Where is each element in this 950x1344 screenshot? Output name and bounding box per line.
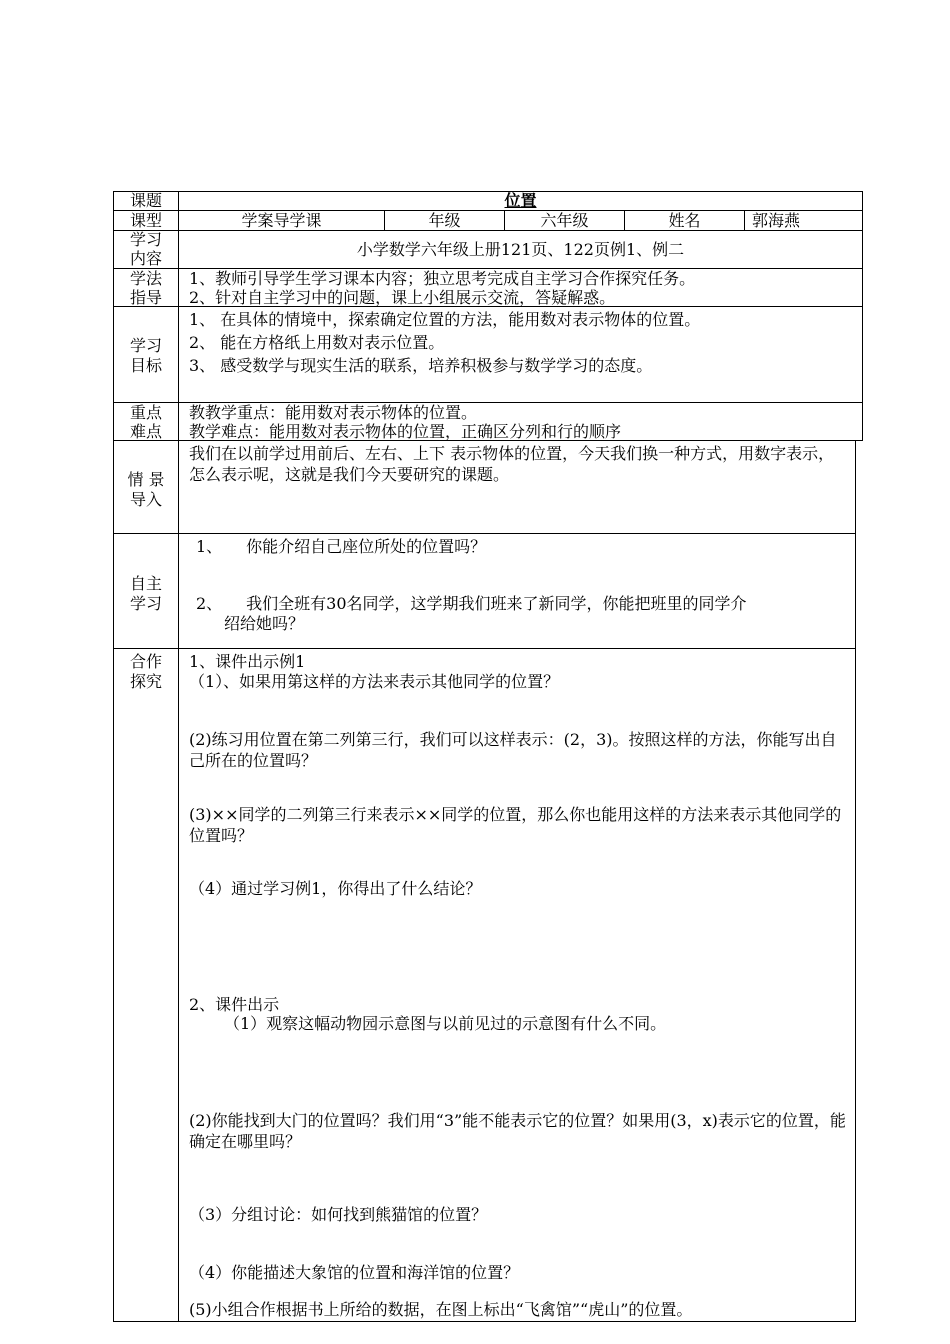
coop-part2-q5: (5)小组合作根据书上所给的数据，在图上标出“飞禽馆”“虎山”的位置。	[189, 1300, 693, 1319]
coop-label-2: 探究	[129, 672, 162, 691]
key-line-2: 教学难点：能用数对表示物体的位置，正确区分列和行的顺序	[189, 422, 622, 441]
method-line-1: 1、教师引导学生学习课本内容；独立思考完成自主学习合作探究任务。	[189, 269, 696, 288]
goals-label-1: 学习	[129, 336, 162, 355]
self-study-q2-line-2: 绍给她吗？	[224, 614, 305, 633]
grade-value: 六年级	[540, 211, 589, 230]
key-label-2: 难点	[129, 422, 162, 441]
coop-part1-q4: （4）通过学习例1，你得出了什么结论？	[189, 879, 482, 898]
method-label-2: 指导	[129, 288, 162, 307]
key-line-1: 教教学重点：能用数对表示物体的位置。	[189, 403, 478, 422]
intro-label-1: 情 景	[127, 470, 165, 489]
type-value: 学案导学课	[241, 211, 322, 230]
self-study-q2-line-1: 2、 我们全班有30名同学，这学期我们班来了新同学，你能把班里的同学介	[196, 594, 747, 613]
rule-row-2	[113, 230, 862, 231]
content-text: 小学数学六年级上册121页、122页例1、例二	[356, 240, 685, 259]
intro-text: 我们在以前学过用前后、左右、上下 表示物体的位置，今天我们换一种方式，用数字表示，怎么表示呢，这就是我们今天要研究的课题。	[189, 444, 835, 484]
self-study-label-2: 学习	[129, 594, 162, 613]
rule-row-8	[113, 648, 855, 649]
type-label: 课型	[129, 211, 162, 230]
topic-label: 课题	[129, 191, 162, 210]
method-line-2: 2、针对自主学习中的问题，课上小组展示交流，答疑解惑。	[189, 288, 616, 307]
coop-part1-title: 1、课件出示例1	[189, 652, 306, 671]
rule-name-value	[744, 210, 745, 230]
coop-part2-q4: （4）你能描述大象馆的位置和海洋馆的位置？	[189, 1263, 520, 1282]
name-label: 姓名	[668, 211, 701, 230]
coop-part2-q1: （1）观察这幅动物园示意图与以前见过的示意图有什么不同。	[224, 1014, 667, 1033]
method-label-1: 学法	[129, 269, 162, 288]
grade-label: 年级	[428, 211, 461, 230]
coop-label-1: 合作	[129, 652, 162, 671]
rule-right-bottom	[855, 440, 856, 1322]
goals-line-1: 1、 在具体的情境中，探索确定位置的方法，能用数对表示物体的位置。	[189, 310, 701, 329]
coop-part1-q3: (3)××同学的二列第三行来表示××同学的位置，那么你也能用这样的方法来表示其他同学的位置吗？	[189, 805, 842, 845]
coop-part2-q3: （3）分组讨论：如何找到熊猫馆的位置？	[189, 1205, 488, 1224]
intro-label-2: 导入	[129, 490, 162, 509]
coop-part1-q2: (2)练习用位置在第二列第三行，我们可以这样表示：(2，3)。按照这样的方法，你能写出自己所在的位置吗？	[189, 730, 837, 770]
self-study-label-1: 自主	[129, 574, 162, 593]
goals-label-2: 目标	[129, 356, 162, 375]
content-label-1: 学习	[129, 230, 162, 249]
rule-row-7	[113, 533, 855, 534]
rule-bottom	[113, 1321, 855, 1322]
coop-part2-title: 2、课件出示	[189, 995, 280, 1014]
topic-value: 位置	[504, 191, 537, 210]
rule-right-top	[862, 191, 863, 441]
goals-line-2: 2、 能在方格纸上用数对表示位置。	[189, 333, 445, 352]
content-label-2: 内容	[129, 249, 162, 268]
name-value: 郭海燕	[752, 211, 801, 230]
self-study-q1: 1、 你能介绍自己座位所处的位置吗？	[196, 537, 487, 556]
coop-part1-q1: （1）、如果用第这样的方法来表示其他同学的位置？	[189, 672, 560, 691]
goals-line-3: 3、 感受数学与现实生活的联系，培养积极参与数学学习的态度。	[189, 356, 653, 375]
rule-label-col	[178, 191, 179, 1322]
key-label-1: 重点	[129, 403, 162, 422]
coop-part2-q2: (2)你能找到大门的位置吗？我们用“3”能不能表示它的位置？如果用(3，x)表示它的位置，能确定在哪里吗？	[189, 1111, 846, 1151]
